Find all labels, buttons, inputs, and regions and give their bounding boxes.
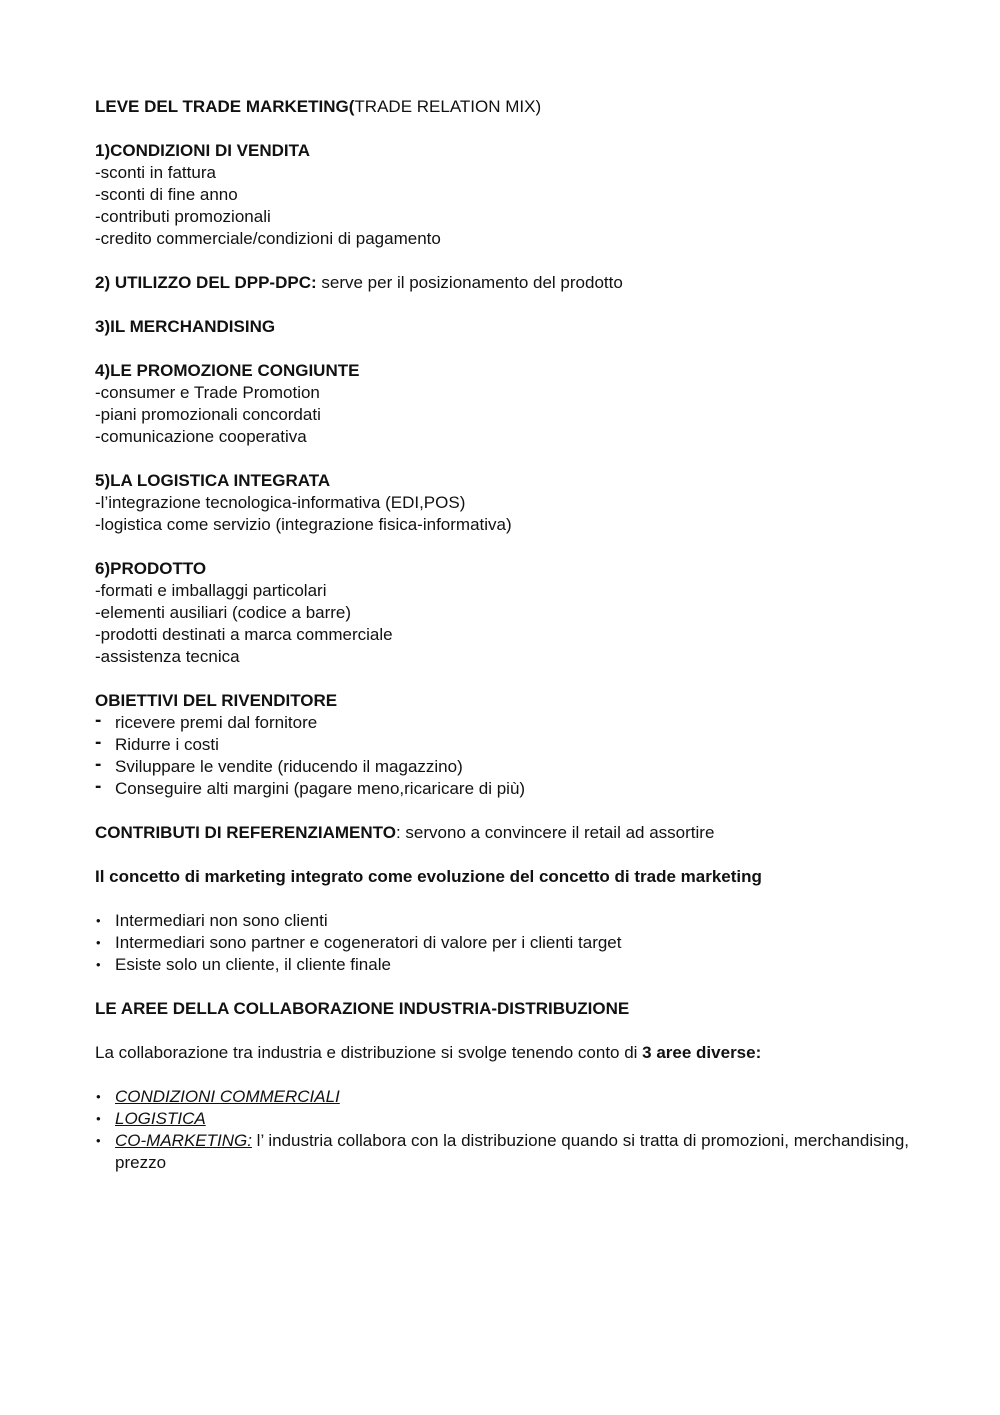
list-item: -prodotti destinati a marca commerciale — [95, 625, 393, 644]
section-text-utilizzo: serve per il posizionamento del prodotto — [316, 273, 623, 292]
section-heading-aree: LE AREE DELLA COLLABORAZIONE INDUSTRIA-DISTRIBUZIONE — [95, 999, 630, 1018]
area-condizioni: CONDIZIONI COMMERCIALI — [115, 1087, 340, 1106]
list-item: -assistenza tecnica — [95, 647, 240, 666]
section-heading-obiettivi: OBIETTIVI DEL RIVENDITORE — [95, 691, 338, 710]
section-heading-condizioni: 1)CONDIZIONI DI VENDITA — [95, 141, 311, 160]
list-item: -credito commerciale/condizioni di pagamento — [95, 229, 441, 248]
list-item: • Intermediari non sono clienti — [96, 911, 328, 930]
dash-marker: - — [95, 732, 102, 753]
dash-marker: - — [95, 710, 102, 731]
list-item: - Sviluppare le vendite (riducendo il magazzino) — [95, 754, 463, 776]
bullet-marker: • — [96, 913, 101, 928]
list-item: -comunicazione cooperativa — [95, 427, 307, 446]
section-heading-logistica: 5)LA LOGISTICA INTEGRATA — [95, 471, 331, 490]
section-heading-merchandising: 3)IL MERCHANDISING — [95, 317, 276, 336]
bullet-marker: • — [96, 1111, 101, 1126]
list-item: -contributi promozionali — [95, 207, 271, 226]
section-heading-concetto: Il concetto di marketing integrato come evoluzione del concetto di trade marketing — [95, 867, 762, 886]
list-item: - Ridurre i costi — [95, 732, 219, 754]
list-item: -formati e imballaggi particolari — [95, 581, 327, 600]
section-intro-aree — [95, 1042, 915, 1064]
bullet-marker: • — [96, 957, 101, 972]
list-item: -consumer e Trade Promotion — [95, 383, 320, 402]
list-item — [95, 1086, 915, 1108]
list-item — [95, 1108, 915, 1130]
area-logistica: LOGISTICA — [115, 1109, 206, 1128]
area-co-marketing: CO-MARKETING: — [115, 1131, 252, 1150]
section-text-contributi: : servono a convincere il retail ad assortire — [395, 823, 715, 842]
intro-text: La collaborazione tra industria e distribuzione si svolge tenendo conto di — [95, 1043, 643, 1062]
list-item: • Esiste solo un cliente, il cliente finale — [96, 955, 391, 974]
intro-bold: 3 aree diverse: — [642, 1043, 762, 1062]
list-item: -l’integrazione tecnologica-informativa (EDI,POS) — [95, 493, 466, 512]
list-item: -elementi ausiliari (codice a barre) — [95, 603, 352, 622]
bullet-marker: • — [96, 1089, 101, 1104]
bullet-marker: • — [96, 1133, 101, 1148]
title-bold: LEVE DEL TRADE MARKETING( — [95, 97, 355, 116]
area-co-marketing-text: l’ industria collabora con la distribuzione quando si tratta di promozioni, merchandising, prezzo — [115, 1131, 910, 1172]
list-item: - Conseguire alti margini (pagare meno,ricaricare di più) — [95, 776, 526, 798]
dash-marker: - — [95, 754, 102, 775]
list-item: -logistica come servizio (integrazione fisica-informativa) — [95, 515, 512, 534]
list-item: • Intermediari sono partner e cogeneratori di valore per i clienti target — [96, 933, 622, 952]
section-heading-contributi: CONTRIBUTI DI REFERENZIAMENTO — [95, 823, 396, 842]
document-title — [95, 96, 915, 118]
section-heading-prodotto: 6)PRODOTTO — [95, 559, 207, 578]
section-heading-utilizzo: 2) UTILIZZO DEL DPP-DPC: — [95, 273, 317, 292]
title-normal: TRADE RELATION MIX) — [354, 97, 542, 116]
list-item: -sconti in fattura — [95, 163, 216, 182]
section-utilizzo — [95, 272, 915, 294]
section-heading-promozione: 4)LE PROMOZIONE CONGIUNTE — [95, 361, 360, 380]
dash-marker: - — [95, 776, 102, 797]
bullet-marker: • — [96, 935, 101, 950]
list-item — [95, 1130, 915, 1174]
section-contributi — [95, 822, 915, 844]
list-item: - ricevere premi dal fornitore — [95, 710, 318, 732]
list-item: -piani promozionali concordati — [95, 405, 321, 424]
list-item: -sconti di fine anno — [95, 185, 238, 204]
document-page — [95, 96, 915, 1174]
